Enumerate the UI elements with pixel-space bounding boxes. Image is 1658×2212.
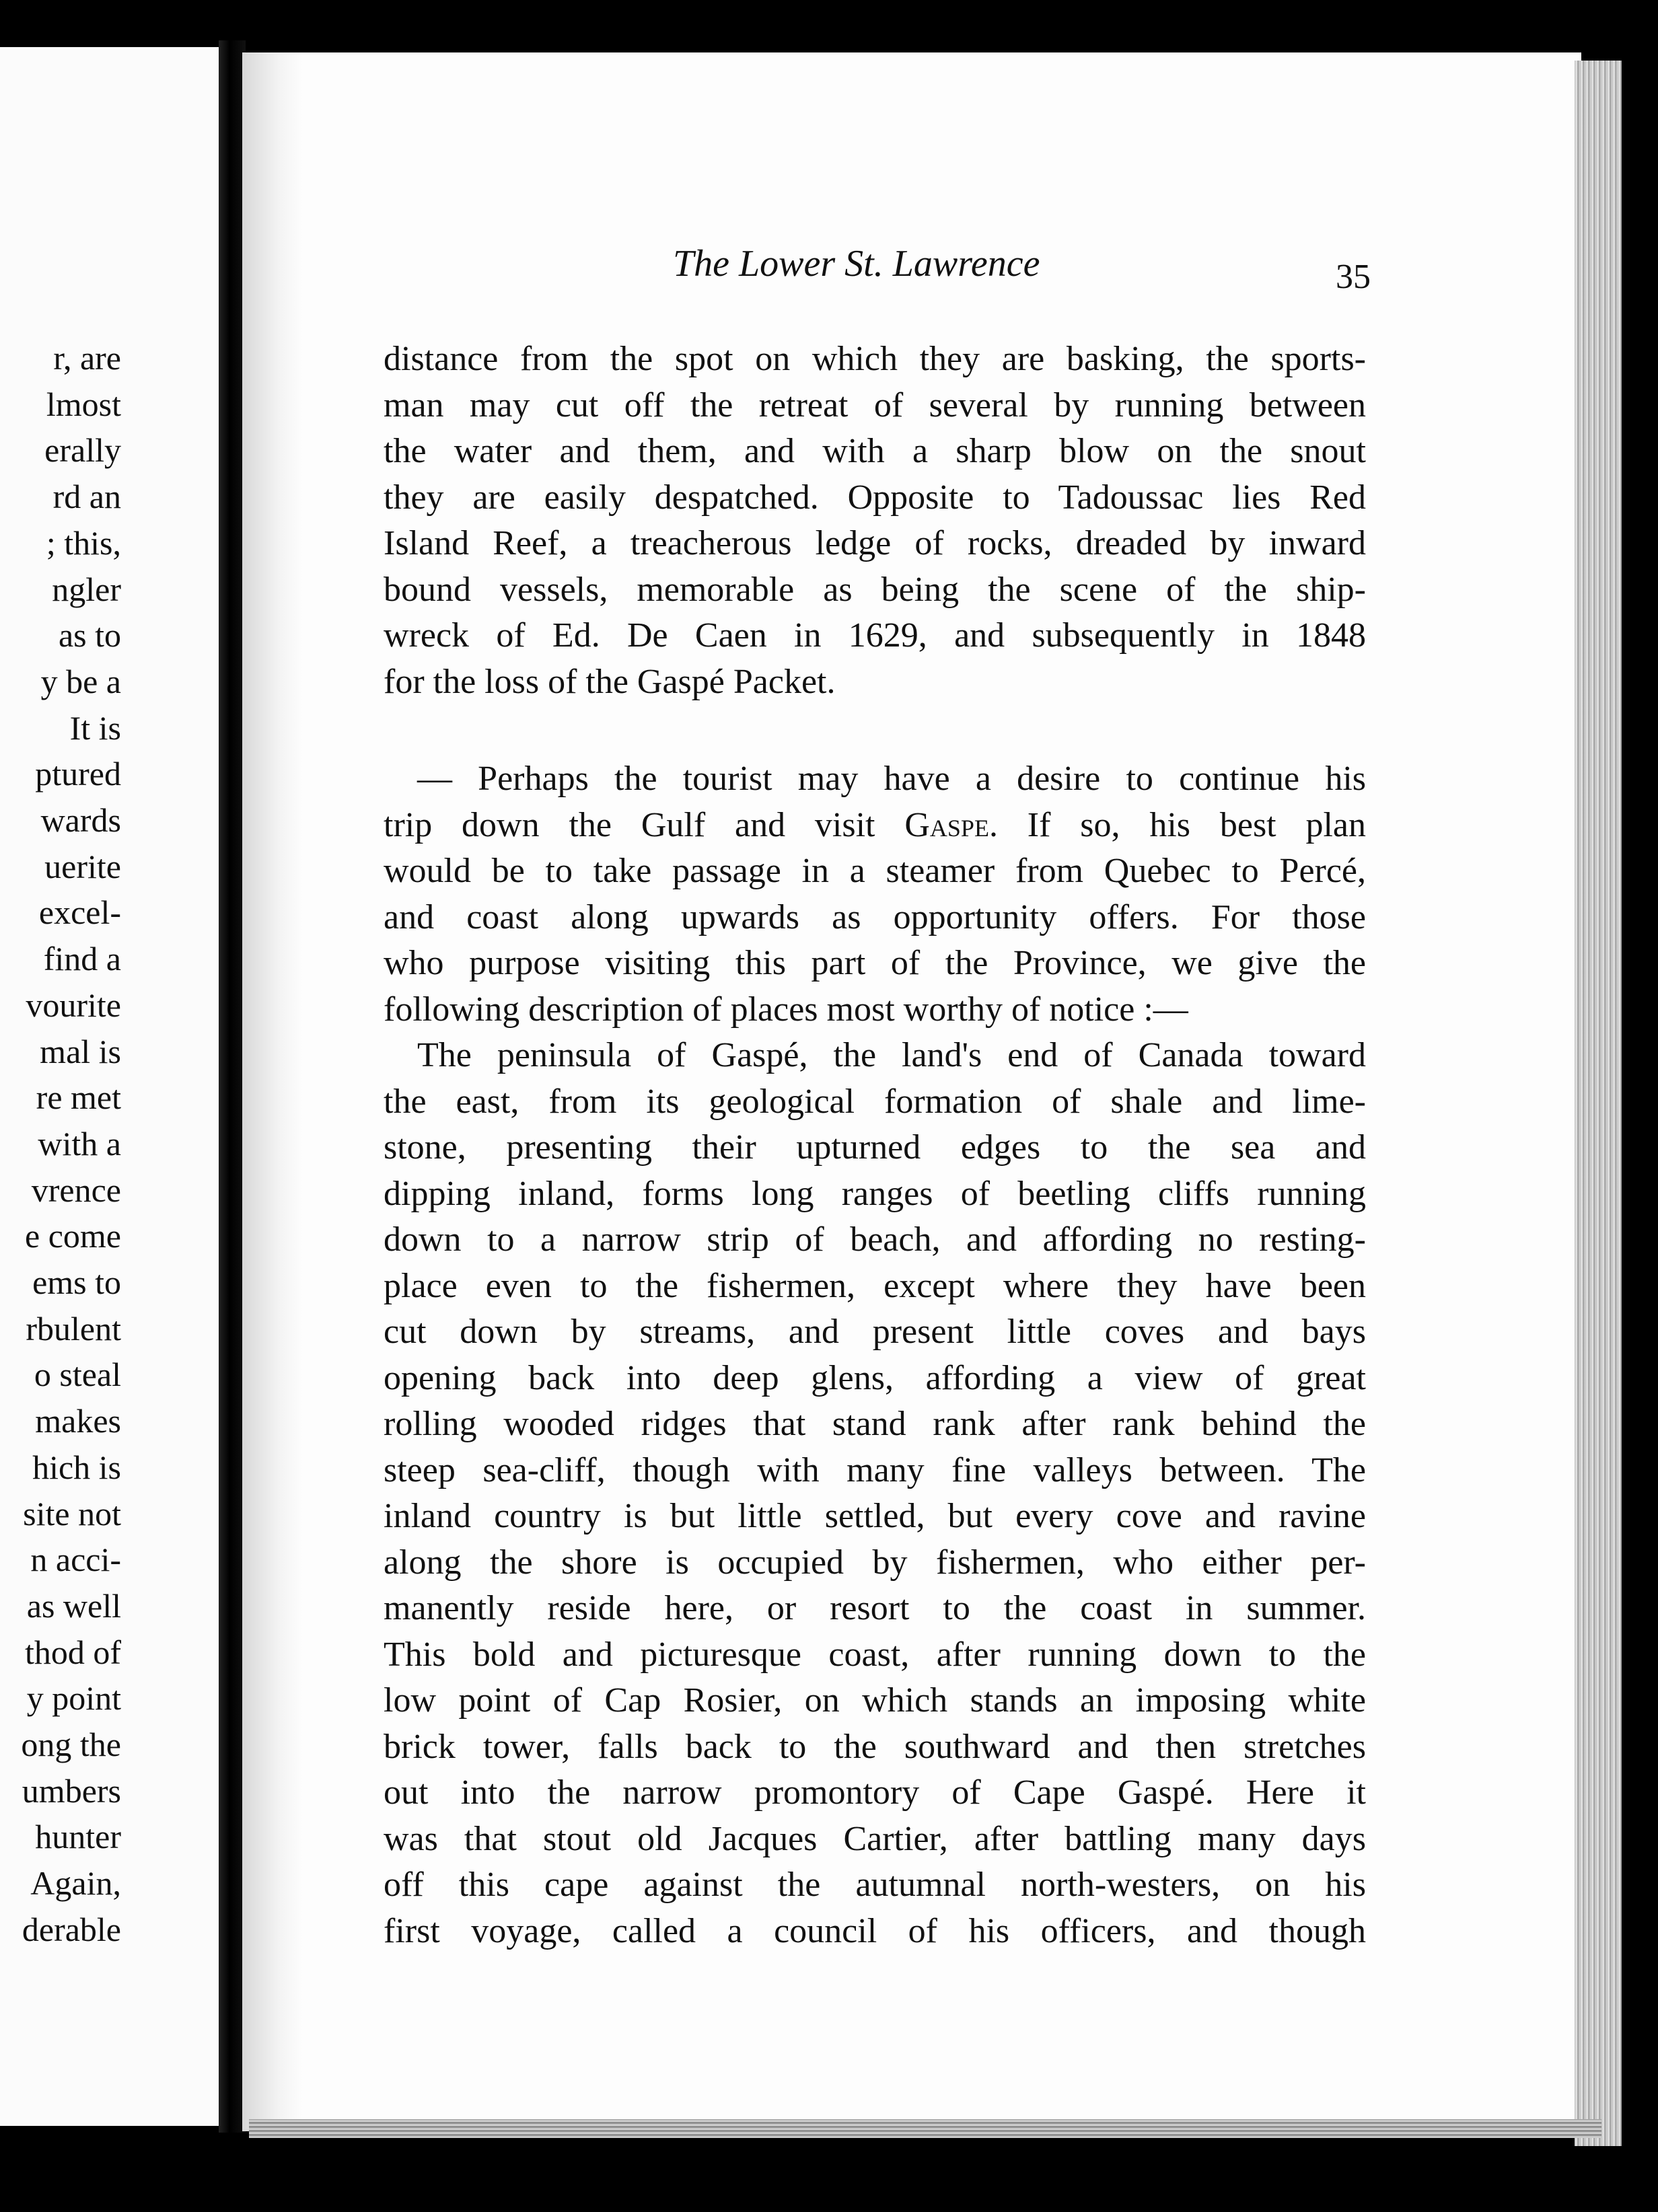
previous-page-line: mal is (40, 1032, 121, 1070)
previous-page-line: re met (36, 1078, 121, 1117)
place-name-gaspe: Gaspe (904, 805, 989, 844)
previous-page-line: find a (43, 940, 121, 978)
previous-page-line: ems to (32, 1263, 121, 1301)
previous-page-line: wards (40, 801, 121, 839)
text-line: rolling wooded ridges that stand rank after rank behind the (384, 1405, 1366, 1443)
previous-page-line: r, are (53, 339, 121, 377)
text-line: — Perhaps the tourist may have a desire to continue his (417, 760, 1366, 798)
book-gutter (219, 40, 246, 2133)
previous-page-line: makes (35, 1402, 121, 1440)
text-line: the water and them, and with a sharp blow on the snout (384, 432, 1366, 470)
text-line: first voyage, called a council of his officers, and though (384, 1911, 1366, 1950)
paragraph-1 (384, 336, 1366, 705)
running-header: The Lower St. Lawrence (673, 243, 1040, 285)
text-line: cut down by streams, and present little coves and bays (384, 1313, 1366, 1351)
previous-page-line: rbulent (26, 1309, 121, 1348)
previous-page-line: y be a (40, 662, 121, 700)
text-line: stone, presenting their upturned edges to the sea and (384, 1128, 1366, 1167)
text-line: they are easily despatched. Opposite to Tadoussac lies Red (384, 478, 1366, 517)
text-line: The peninsula of Gaspé, the land's end of Canada toward (417, 1036, 1366, 1074)
previous-page-line: uerite (44, 847, 121, 885)
text-line: manently reside here, or resort to the coast in summer. (384, 1589, 1366, 1627)
previous-page-line: n acci- (30, 1541, 121, 1579)
text-line: low point of Cap Rosier, on which stands an imposing white (384, 1681, 1366, 1720)
text-line: who purpose visiting this part of the Province, we give the (384, 944, 1366, 982)
previous-page-line: thod of (24, 1633, 121, 1671)
previous-page-line: It is (69, 708, 121, 747)
previous-page-line: derable (22, 1910, 121, 1948)
previous-page-line: excel- (38, 893, 121, 932)
page-edges-right (1575, 61, 1622, 2146)
previous-page-line: ong the (21, 1726, 121, 1763)
previous-page-line: erally (44, 431, 121, 470)
text-line: Island Reef, a treacherous ledge of rocks, dreaded by inward (384, 524, 1366, 562)
previous-page-line: ptured (35, 755, 121, 793)
previous-page-line: hich is (32, 1448, 121, 1486)
page-edges-bottom (249, 2119, 1601, 2138)
text-line: steep sea-cliff, though with many fine valleys between. The (384, 1450, 1366, 1489)
text-line: man may cut off the retreat of several by running between (384, 385, 1366, 425)
text-line: following description of places most worthy of notice :— (384, 990, 1188, 1029)
previous-page-line: rd an (52, 478, 121, 516)
text-line: brick tower, falls back to the southward and then stretches (384, 1727, 1366, 1766)
text-line: opening back into deep glens, affording a view of great (384, 1358, 1366, 1397)
previous-page-line: o steal (34, 1356, 121, 1394)
page-binding-shadow (242, 52, 303, 2131)
text-line: place even to the fishermen, except where they have been (384, 1266, 1366, 1305)
previous-page-line: ; this, (46, 523, 121, 562)
page-number: 35 (1336, 258, 1371, 296)
previous-page-line: ngler (52, 570, 121, 608)
previous-page-text (0, 47, 229, 2126)
previous-page-line: as to (58, 616, 121, 655)
text-line: dipping inland, forms long ranges of beetling cliffs running (384, 1174, 1366, 1213)
text-fragment: trip down the Gulf and visit (384, 805, 905, 844)
text-line: along the shore is occupied by fishermen, who either per- (384, 1543, 1366, 1582)
text-line: off this cape against the autumnal north-westers, on his (384, 1866, 1366, 1904)
text-line: This bold and picturesque coast, after running down to the (384, 1635, 1366, 1674)
previous-page-line: with a (38, 1124, 121, 1163)
text-line: the east, from its geological formation of shale and lime- (384, 1082, 1366, 1121)
text-line: bound vessels, memorable as being the scene of the ship- (384, 570, 1366, 609)
previous-page-line: vrence (31, 1171, 121, 1209)
text-line: distance from the spot on which they are basking, the sports- (384, 340, 1366, 378)
paragraph-3 (384, 1033, 1366, 1954)
text-line: wreck of Ed. De Caen in 1629, and subsequently in 1848 (384, 616, 1366, 655)
text-line: would be to take passage in a steamer from Quebec to Percé, (384, 852, 1366, 890)
previous-page-line: e come (25, 1217, 121, 1255)
text-line: and coast along upwards as opportunity offers. For those (384, 897, 1366, 936)
text-line: was that stout old Jacques Cartier, after battling many days (384, 1819, 1366, 1858)
text-line: down to a narrow strip of beach, and affording no resting- (384, 1220, 1366, 1259)
text-line: out into the narrow promontory of Cape Gaspé. Here it (384, 1773, 1366, 1812)
previous-page-line: as well (26, 1586, 121, 1625)
previous-page-line: vourite (26, 986, 121, 1024)
previous-page-line: lmost (46, 385, 121, 423)
previous-page-line: Again, (30, 1864, 121, 1903)
text-line: inland country is but little settled, but every cove and ravine (384, 1497, 1366, 1535)
previous-page-line: hunter (35, 1818, 121, 1856)
text-line: for the loss of the Gaspé Packet. (384, 662, 836, 701)
text-fragment: . If so, his best plan (988, 805, 1367, 844)
previous-page-line: umbers (22, 1771, 121, 1810)
paragraph-2 (384, 756, 1366, 1033)
previous-page-line: site not (23, 1494, 121, 1533)
previous-page-line: y point (26, 1679, 121, 1718)
previous-page (0, 47, 229, 2126)
text-line (384, 803, 1366, 849)
